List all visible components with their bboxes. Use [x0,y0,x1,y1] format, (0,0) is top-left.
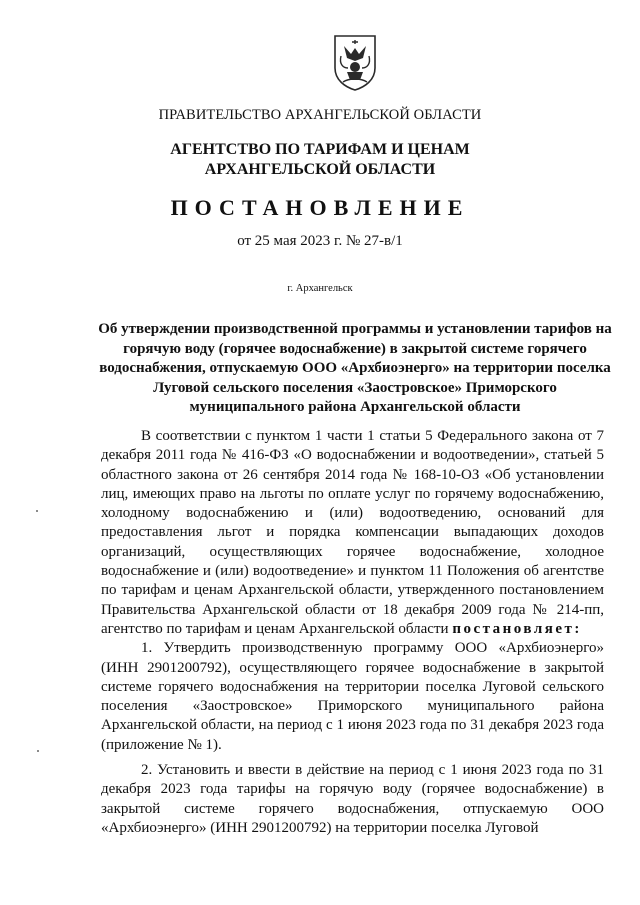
preamble-text: В соответствии с пунктом 1 части 1 статьи 5 Федерального закона от 7 декабря 2011 года № 416-ФЗ «О водоснабжении и водоотведении», статьей 5 областного закона от 26 сентября 2014 года № 168-10-ОЗ «Об установлении лиц, имеющих право на льготы по оплате услуг по горячему водоснабжению, холодному водоснабжению и (или) водоотведению, оснований для предоставления льгот и порядка компенсации выпадающих доходов организаций, осуществляющих горячее водоснабжение, холодное водоснабжение и (или) водоотведение» и пунктом 11 Положения об агентстве по тарифам и ценам Архангельской области, утвержденного постановлением Правительства Архангельской области от 18 декабря 2009 года № 214-пп, агентство по тарифам и ценам Архангельской области [101,428,604,637]
agency-name [0,140,640,180]
document-title: Об утверждении производственной программы и установлении тарифов на горячую воду (горячее водоснабжение) в закрытой системе горячего водоснабжения, отпускаемую ООО «Архбиоэнерго» на территории поселка Луговой сельского поселения «Заостровское» Приморского муниципального района Архангельской области [98,321,612,415]
decree-word: постановляет: [452,620,582,637]
document-type: ПОСТАНОВЛЕНИЕ [170,195,470,220]
scan-speck [36,510,38,512]
coat-of-arms-icon [329,34,381,92]
agency-name-line2: АРХАНГЕЛЬСКОЙ ОБЛАСТИ [204,161,436,178]
item-1-paragraph: 1. Утвердить производственную программу ООО «Архбиоэнерго» (ИНН 2901200792), осуществляющего горячее водоснабжение в закрытой системе горячего водоснабжения на территории поселка Луговой сельского поселения «Заостровское» Приморского муниципального района Архангельской области, на период с 1 июня 2023 года по 31 декабря 2023 года (приложение № 1). [101,640,604,753]
agency-name-line1: АГЕНТСТВО ПО ТАРИФАМ И ЦЕНАМ [170,141,470,158]
scan-speck [37,750,39,752]
preamble-paragraph [101,427,604,639]
document-body [101,427,604,838]
city-name: г. Архангельск [287,283,353,294]
government-name: ПРАВИТЕЛЬСТВО АРХАНГЕЛЬСКОЙ ОБЛАСТИ [158,107,482,123]
item-2-paragraph: 2. Установить и ввести в действие на период с 1 июня 2023 года по 31 декабря 2023 года тарифы на горячую воду (горячее водоснабжение) в закрытой системе горячего водоснабжения, отпускаемую ООО «Архбиоэнерго» (ИНН 2901200792) на территории поселка Луговой [101,762,604,836]
date-and-number: от 25 мая 2023 г. № 27-в/1 [237,233,403,249]
